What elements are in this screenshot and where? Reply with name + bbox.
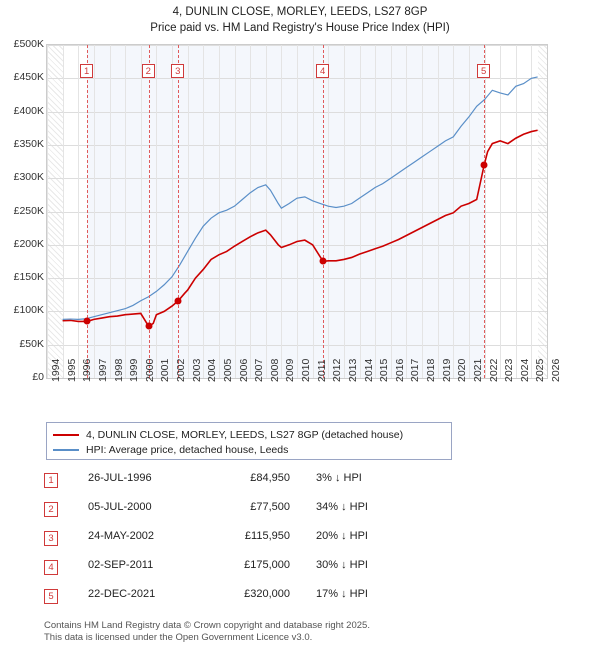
footer-line-2: This data is licensed under the Open Government Licence v3.0.	[44, 632, 313, 643]
series-line-hpi	[63, 77, 538, 319]
y-axis-tick-label: £100K	[13, 304, 44, 317]
row-price: £77,500	[250, 501, 290, 513]
x-axis-tick-label: 2019	[440, 358, 453, 382]
x-axis-tick-label: 2017	[409, 358, 422, 382]
row-index-badge: 5	[44, 589, 58, 604]
gridline-vertical	[547, 45, 548, 378]
sale-point-marker	[84, 318, 91, 325]
row-date: 22-DEC-2021	[88, 588, 156, 600]
x-axis-tick-label: 2020	[456, 358, 469, 382]
x-axis-tick-label: 2000	[143, 358, 156, 382]
x-axis-tick-label: 2008	[268, 358, 281, 382]
x-axis-tick-label: 1996	[81, 358, 94, 382]
sale-event-badge: 3	[171, 64, 184, 78]
x-axis-tick-label: 2014	[362, 358, 375, 382]
legend-item-1	[53, 443, 445, 457]
x-axis-tick-label: 2016	[393, 358, 406, 382]
sale-event-line	[484, 45, 485, 378]
table-row	[44, 499, 464, 528]
sale-point-marker	[481, 161, 488, 168]
x-axis-tick-label: 2012	[331, 358, 344, 382]
x-axis-tick-label: 2001	[159, 358, 172, 382]
x-axis-tick-label: 2023	[503, 358, 516, 382]
series-line-property	[63, 130, 538, 326]
x-axis-tick-label: 2015	[378, 358, 391, 382]
x-axis-tick-label: 2007	[253, 358, 266, 382]
sale-event-line	[178, 45, 179, 378]
x-axis-tick-label: 2025	[534, 358, 547, 382]
x-axis-tick-label: 2021	[471, 358, 484, 382]
sale-point-marker	[145, 323, 152, 330]
x-axis-tick-label: 2002	[175, 358, 187, 382]
y-axis-tick-label: £500K	[13, 38, 44, 50]
sale-point-marker	[175, 297, 182, 304]
y-axis-tick-label: £200K	[13, 237, 44, 250]
sale-event-line	[87, 45, 88, 378]
x-axis-tick-label: 2006	[237, 358, 250, 382]
plot-area	[46, 44, 548, 379]
x-axis-tick-label: 2011	[315, 359, 328, 382]
y-axis-tick-label: £300K	[13, 171, 44, 184]
row-price: £175,000	[244, 559, 290, 571]
chart-container	[0, 36, 600, 416]
x-axis-tick-label: 2013	[346, 358, 359, 382]
x-axis-tick-label: 1997	[96, 358, 109, 382]
x-axis-tick-label: 2026	[550, 358, 562, 382]
x-axis-tick-label: 2010	[300, 358, 312, 382]
row-index-badge: 4	[44, 560, 58, 575]
row-index-badge: 1	[44, 473, 58, 488]
row-hpi-diff: 20% ↓ HPI	[316, 530, 368, 542]
y-axis-tick-label: £350K	[13, 137, 44, 150]
row-hpi-diff: 3% ↓ HPI	[316, 472, 362, 484]
row-price: £115,950	[244, 530, 290, 542]
x-axis-tick-label: 2003	[190, 358, 203, 382]
sale-event-badge: 5	[477, 64, 490, 78]
row-hpi-diff: 34% ↓ HPI	[316, 501, 368, 513]
chart-legend	[46, 422, 452, 460]
row-date: 24-MAY-2002	[88, 530, 155, 542]
page-title	[0, 4, 600, 36]
row-index-badge: 2	[44, 502, 58, 517]
footer-line-1: Contains HM Land Registry data © Crown copyright and database right 2025.	[44, 620, 370, 631]
legend-item-0	[53, 428, 445, 442]
x-axis-tick-label: 1999	[128, 358, 141, 382]
row-price: £84,950	[250, 472, 290, 484]
legend-label-property: 4, DUNLIN CLOSE, MORLEY, LEEDS, LS27 8GP (detached house)	[86, 429, 404, 441]
sale-event-line	[323, 45, 324, 378]
footer	[44, 620, 574, 644]
row-hpi-diff: 17% ↓ HPI	[316, 588, 368, 600]
table-row	[44, 470, 464, 499]
legend-swatch-hpi	[53, 449, 79, 451]
x-axis-tick-label: 2004	[206, 358, 219, 382]
row-index-badge: 3	[44, 531, 58, 546]
y-axis-tick-label: £450K	[13, 71, 44, 84]
y-axis-tick-label: £150K	[13, 271, 44, 284]
y-axis-tick-label: £50K	[19, 337, 44, 350]
x-axis-tick-label: 2009	[284, 358, 297, 382]
row-hpi-diff: 30% ↓ HPI	[316, 559, 368, 571]
sale-point-marker	[320, 258, 327, 265]
row-date: 02-SEP-2011	[88, 559, 154, 571]
table-row	[44, 528, 464, 557]
x-axis-tick-label: 1994	[50, 358, 62, 382]
y-axis-tick-label: £0	[32, 371, 44, 383]
table-row	[44, 557, 464, 586]
x-axis-tick-label: 2005	[221, 358, 234, 382]
sale-event-badge: 4	[316, 64, 329, 78]
y-axis-tick-label: £250K	[13, 204, 44, 217]
sale-event-badge: 2	[142, 64, 155, 78]
x-axis-tick-label: 1995	[65, 358, 78, 382]
x-axis-tick-label: 2024	[518, 358, 531, 382]
row-price: £320,000	[244, 588, 290, 600]
x-axis-tick-label: 2022	[487, 358, 500, 382]
legend-swatch-property	[53, 434, 79, 436]
y-axis-tick-label: £400K	[13, 104, 44, 117]
sales-table	[44, 470, 464, 615]
series-canvas	[47, 45, 547, 378]
table-row	[44, 586, 464, 615]
x-axis-tick-label: 1998	[112, 358, 125, 382]
legend-label-hpi: HPI: Average price, detached house, Leeds	[86, 444, 289, 456]
sale-event-badge: 1	[80, 64, 93, 78]
row-date: 05-JUL-2000	[88, 501, 152, 513]
title-line-1: 4, DUNLIN CLOSE, MORLEY, LEEDS, LS27 8GP	[172, 6, 428, 18]
title-line-2: Price paid vs. HM Land Registry's House Price Index (HPI)	[150, 22, 450, 34]
x-axis-tick-label: 2018	[425, 358, 437, 382]
row-date: 26-JUL-1996	[88, 472, 152, 484]
